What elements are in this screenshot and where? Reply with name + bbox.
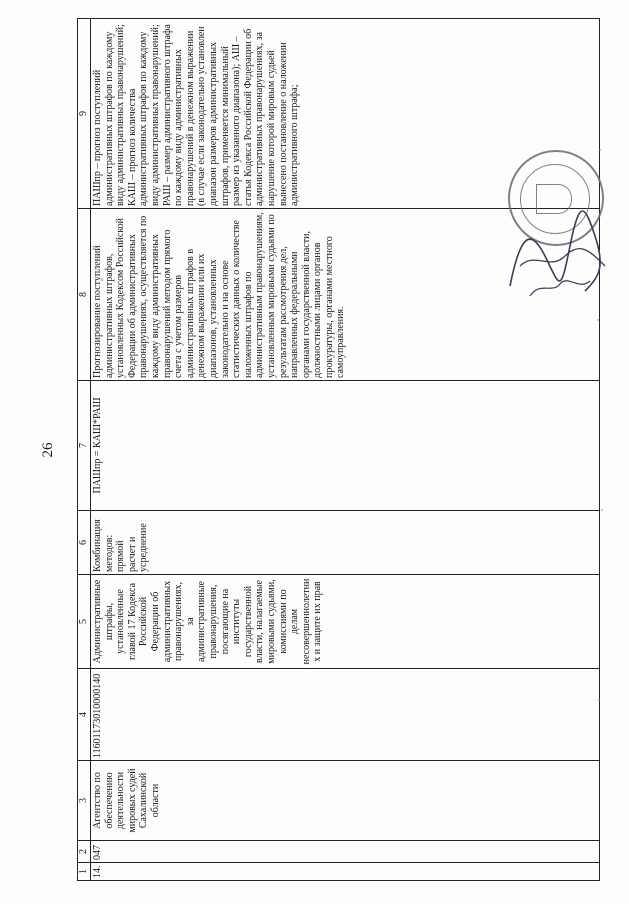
formula-cell: ПАШпр = КАШ*РАШ	[90, 381, 599, 511]
column-number-6: 6	[77, 511, 90, 575]
column-number-9: 9	[77, 19, 90, 209]
rotated-landscape-sheet	[39, 19, 591, 881]
indicators-description-cell: ПАШпр – прогноз поступлений административных штрафов по каждому виду административных правонарушений; КАШ – прогноз количества административных штрафов по каждому виду административных правонарушений; РАШ – размер административного штрафа по каждому виду административных правонарушений в денежном выражении (в случае если законодательно установлен диапазон размеров административных штрафов, применяется минимальный размер из указанного диапазона); АШ – статья Кодекса Российской Федерации об административных правонарушениях, за нарушение которой мировым судьей вынесено постановление о наложении административного штрафа;	[90, 19, 599, 209]
administrator-name-cell: Агентство по обеспечению деятельности мировых судей Сахалинской области	[90, 761, 599, 841]
page-number: 26	[39, 442, 56, 458]
column-number-5: 5	[77, 575, 90, 669]
row-number-cell: 14.	[90, 863, 599, 881]
forecast-methods-table	[77, 18, 600, 881]
calculation-method-cell: Комбинация методов: прямой расчет и усреднение	[90, 511, 599, 575]
column-number-8: 8	[77, 209, 90, 381]
handwritten-signature	[490, 196, 620, 306]
column-number-7: 7	[77, 381, 90, 511]
revenue-name-cell: Административные штрафы, установленные главой 17 Кодекса Российской Федерации об административных правонарушениях, за административные правонарушения, посягающие на институты государственной власти, налагаемые мировыми судьями, комиссиями по делам несовершеннолетних и защите их прав	[90, 575, 599, 669]
column-number-3: 3	[77, 761, 90, 841]
column-number-1: 1	[77, 863, 90, 881]
column-number-2: 2	[77, 841, 90, 863]
admin-code-cell: 047	[90, 841, 599, 863]
column-number-4: 4	[77, 669, 90, 761]
column-number-row	[77, 19, 90, 881]
table-row	[90, 19, 599, 881]
algorithm-description-cell: Прогнозирование поступлений административных штрафов, установленных Кодексом Российской Федерации об административных правонарушениях, осуществляется по каждому виду административных правонарушений методом прямого счета с учетом размеров административных штрафов в денежном выражении или их диапазонов, установленных законодательно и на основе статистических данных о количестве наложенных штрафов по административным правонарушениям, установленным мировыми судьями по результатам рассмотрения дел, направленных федеральными органами государственной власти, должностными лицами органов прокуратуры, органами местного самоуправления.	[90, 209, 599, 381]
kbk-code-cell: 11601173010000140	[90, 669, 599, 761]
